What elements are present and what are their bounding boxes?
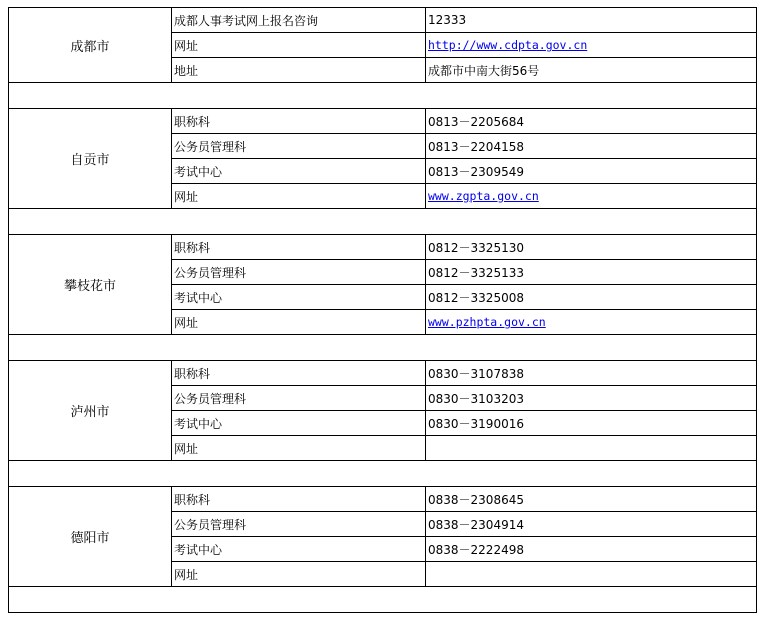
table-row <box>9 8 757 33</box>
contact-table <box>8 7 757 613</box>
separator-row <box>9 83 757 109</box>
website-link[interactable]: http://www.cdpta.gov.cn <box>428 38 588 52</box>
website-cell[interactable] <box>426 184 757 209</box>
table-row <box>9 109 757 134</box>
contact-label: 考试中心 <box>172 159 426 184</box>
contact-label: 公务员管理科 <box>172 386 426 411</box>
city-name: 成都市 <box>9 8 172 83</box>
contact-value: 12333 <box>426 8 757 33</box>
contact-value: 0812－3325008 <box>426 285 757 310</box>
contact-value: 0813－2309549 <box>426 159 757 184</box>
website-link[interactable]: www.pzhpta.gov.cn <box>428 315 546 329</box>
contact-label: 地址 <box>172 58 426 83</box>
contact-value: 0812－3325130 <box>426 235 757 260</box>
contact-label: 网址 <box>172 310 426 335</box>
contact-label: 公务员管理科 <box>172 134 426 159</box>
separator-row <box>9 587 757 613</box>
contact-label: 职称科 <box>172 109 426 134</box>
contact-value: 0838－2222498 <box>426 537 757 562</box>
website-cell[interactable] <box>426 33 757 58</box>
contact-label: 职称科 <box>172 235 426 260</box>
separator-cell <box>9 209 757 235</box>
contact-label: 成都人事考试网上报名咨询 <box>172 8 426 33</box>
contact-value: 0812－3325133 <box>426 260 757 285</box>
contact-value: 0830－3107838 <box>426 361 757 386</box>
contact-label: 考试中心 <box>172 411 426 436</box>
table-row <box>9 487 757 512</box>
separator-row <box>9 461 757 487</box>
separator-cell <box>9 335 757 361</box>
contact-value: 成都市中南大街56号 <box>426 58 757 83</box>
contact-table-body <box>9 8 757 613</box>
separator-row <box>9 335 757 361</box>
contact-label: 职称科 <box>172 487 426 512</box>
contact-label: 网址 <box>172 436 426 461</box>
contact-value <box>426 436 757 461</box>
table-row <box>9 235 757 260</box>
contact-label: 网址 <box>172 184 426 209</box>
contact-value: 0838－2308645 <box>426 487 757 512</box>
city-name: 德阳市 <box>9 487 172 587</box>
city-name: 自贡市 <box>9 109 172 209</box>
city-name: 泸州市 <box>9 361 172 461</box>
contact-label: 公务员管理科 <box>172 260 426 285</box>
website-cell[interactable] <box>426 310 757 335</box>
contact-label: 网址 <box>172 562 426 587</box>
website-link[interactable]: www.zgpta.gov.cn <box>428 189 539 203</box>
contact-value: 0813－2205684 <box>426 109 757 134</box>
contact-value: 0838－2304914 <box>426 512 757 537</box>
city-name: 攀枝花市 <box>9 235 172 335</box>
contact-label: 考试中心 <box>172 285 426 310</box>
contact-label: 网址 <box>172 33 426 58</box>
contact-label: 公务员管理科 <box>172 512 426 537</box>
contact-label: 职称科 <box>172 361 426 386</box>
separator-cell <box>9 83 757 109</box>
contact-value: 0830－3190016 <box>426 411 757 436</box>
contact-value: 0813－2204158 <box>426 134 757 159</box>
separator-row <box>9 209 757 235</box>
contact-label: 考试中心 <box>172 537 426 562</box>
separator-cell <box>9 587 757 613</box>
table-row <box>9 361 757 386</box>
contact-value: 0830－3103203 <box>426 386 757 411</box>
contact-value <box>426 562 757 587</box>
separator-cell <box>9 461 757 487</box>
